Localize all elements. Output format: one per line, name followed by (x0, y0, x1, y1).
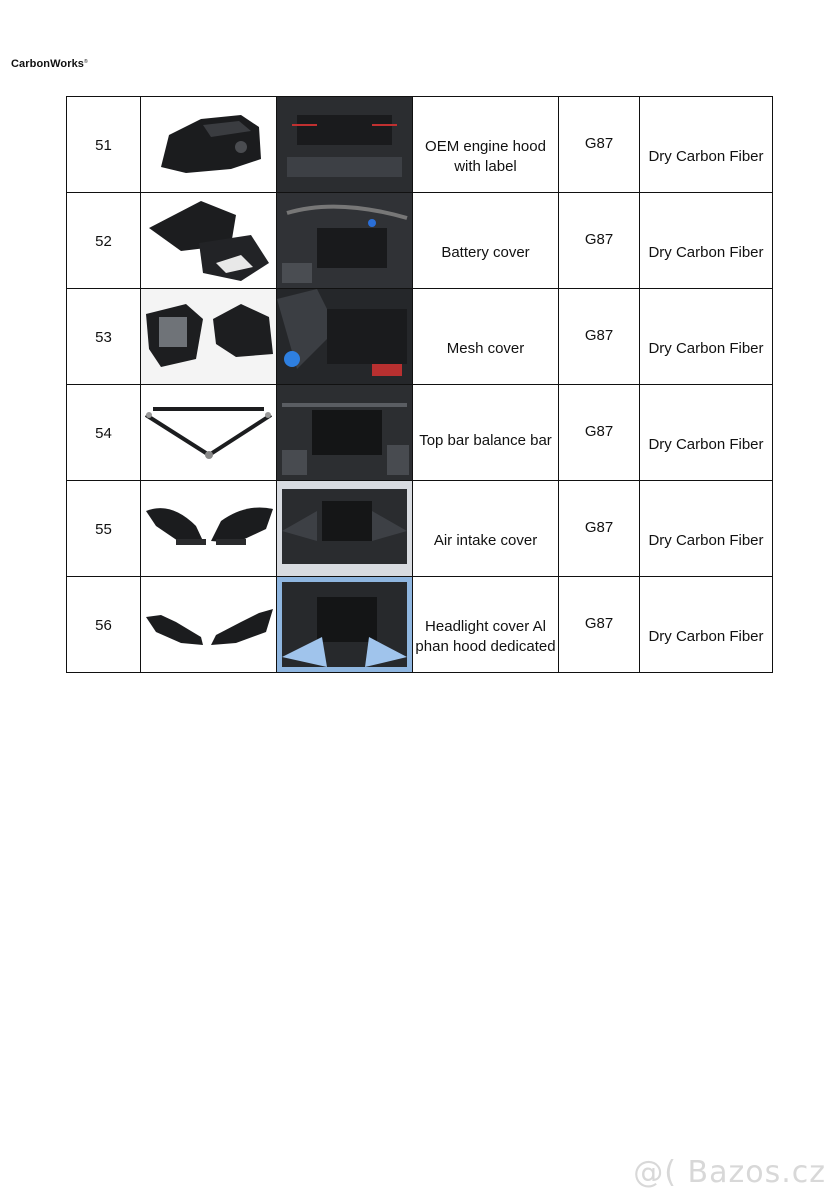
part-image (141, 481, 277, 577)
table-row (67, 481, 773, 577)
part-number-cell: 51 (67, 97, 141, 193)
part-image (141, 193, 277, 289)
material-cell: Dry Carbon Fiber (640, 193, 773, 289)
part-number-cell: 55 (67, 481, 141, 577)
install-photo (277, 481, 413, 577)
model-cell: G87 (559, 577, 640, 673)
part-name-cell: Battery cover (413, 193, 559, 289)
model-cell: G87 (559, 481, 640, 577)
part-name-cell: OEM engine hood with label (413, 97, 559, 193)
part-image (141, 289, 277, 385)
part-name-cell: Headlight cover Al phan hood dedicated (413, 577, 559, 673)
install-photo (277, 97, 413, 193)
table-row (67, 193, 773, 289)
part-image (141, 577, 277, 673)
table-row (67, 577, 773, 673)
table-row (67, 97, 773, 193)
table-row (67, 289, 773, 385)
material-cell: Dry Carbon Fiber (640, 481, 773, 577)
install-photo (277, 193, 413, 289)
install-photo (277, 577, 413, 673)
install-photo (277, 385, 413, 481)
material-cell: Dry Carbon Fiber (640, 577, 773, 673)
install-photo (277, 289, 413, 385)
model-cell: G87 (559, 193, 640, 289)
model-cell: G87 (559, 97, 640, 193)
model-cell: G87 (559, 385, 640, 481)
part-number-cell: 53 (67, 289, 141, 385)
part-number-cell: 52 (67, 193, 141, 289)
material-cell: Dry Carbon Fiber (640, 289, 773, 385)
part-name-cell: Air intake cover (413, 481, 559, 577)
part-number-cell: 54 (67, 385, 141, 481)
part-name-cell: Top bar balance bar (413, 385, 559, 481)
brand-logo: CarbonWorks® (11, 58, 88, 70)
material-cell: Dry Carbon Fiber (640, 97, 773, 193)
part-name-cell: Mesh cover (413, 289, 559, 385)
part-image (141, 385, 277, 481)
table-row (67, 385, 773, 481)
part-image (141, 97, 277, 193)
model-cell: G87 (559, 289, 640, 385)
material-cell: Dry Carbon Fiber (640, 385, 773, 481)
part-number-cell: 56 (67, 577, 141, 673)
parts-table (66, 96, 773, 673)
watermark: @( Bazos.cz (633, 1155, 826, 1190)
